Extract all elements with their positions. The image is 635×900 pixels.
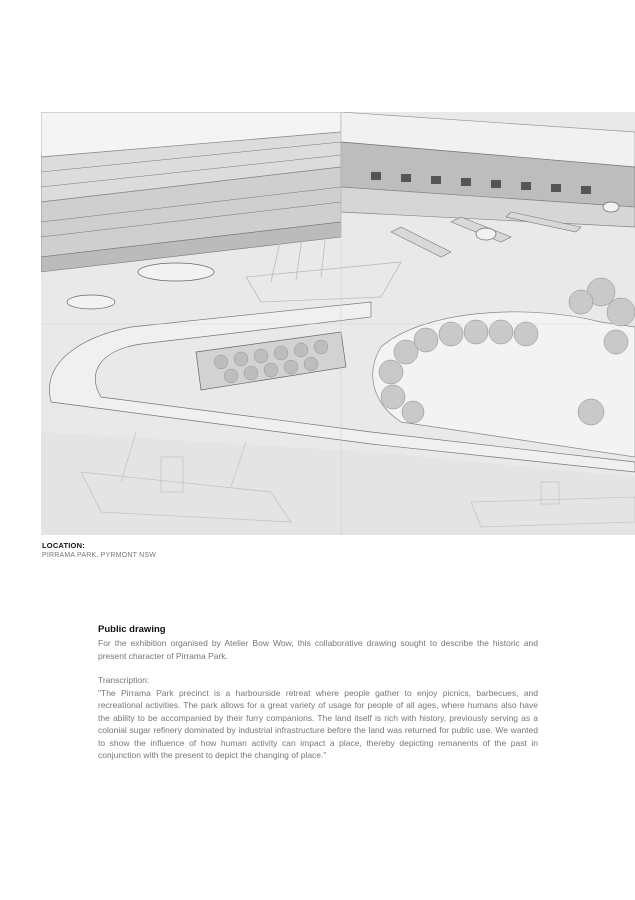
transcription-body: "The Pirrama Park precinct is a harbourside retreat where people gather to enjoy picnics, barbecues, and recreational activities. The park allows for a great variety of usage for people of all ages, where humans also have the ability to be accompanied by their furry companions. The land itself is rich with history, previously serving as a colonial sugar refinery dominated by industrial infrastructure before the land was returned for public use. We wanted to show the influence of how human activity can impact a place, thereby depicting remanents of the past in conjunction with the present to depict the changing of place." xyxy=(98,687,538,760)
transcription-label: Transcription: xyxy=(98,675,150,685)
article-heading: Public drawing xyxy=(98,624,166,635)
location-caption xyxy=(42,541,156,559)
pencil-sketch-illustration xyxy=(41,112,635,535)
article-intro: For the exhibition organised by Atelier Bow Wow, this collaborative drawing sought to describe the historic and present character of Pirrama Park. xyxy=(98,638,538,661)
location-value: PIRRAMA PARK, PYRMONT NSW xyxy=(42,552,157,559)
article-text xyxy=(98,624,538,762)
harbour-drawing xyxy=(41,112,635,535)
location-label: LOCATION: xyxy=(42,541,85,550)
